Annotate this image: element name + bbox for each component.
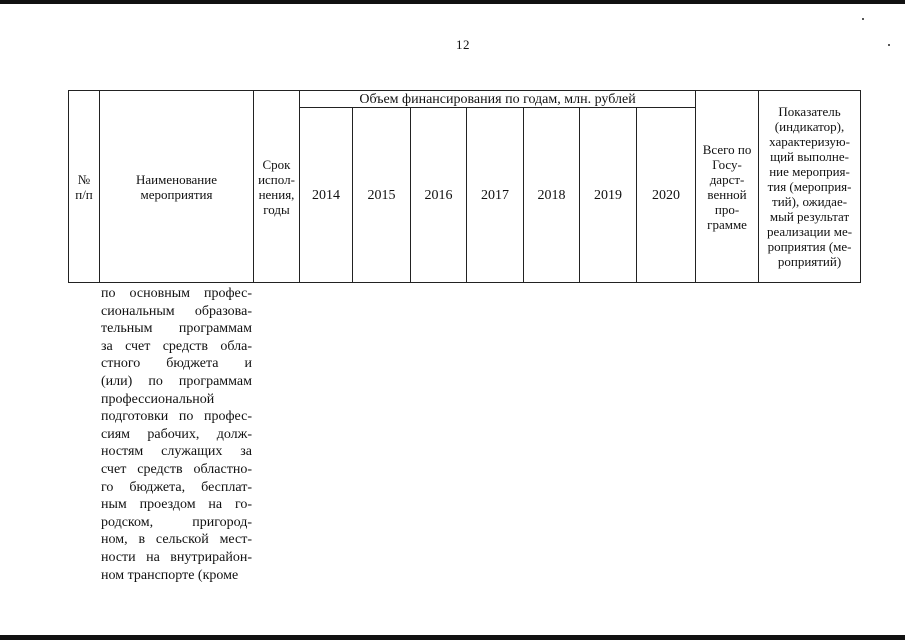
description-line: ном, в сельской мест- bbox=[101, 532, 252, 548]
description-line: сиям рабочих, долж- bbox=[101, 426, 252, 442]
col-header-name: Наименование мероприятия bbox=[100, 91, 254, 283]
col-header-year: 2015 bbox=[353, 108, 411, 283]
page-number: 12 bbox=[456, 37, 470, 52]
description-line: ностям служащих за bbox=[101, 444, 252, 460]
col-header-funding: Объем финансирования по годам, млн. рублей bbox=[300, 91, 696, 108]
description-line: за счет средств обла- bbox=[101, 338, 252, 354]
description-line: тельным программам bbox=[101, 321, 252, 337]
description-line: профессиональной bbox=[101, 391, 215, 407]
col-header-term: Срок испол-нения, годы bbox=[254, 91, 300, 283]
description-line: (или) по программам bbox=[101, 373, 252, 389]
description-line: стного бюджета и bbox=[101, 356, 252, 372]
description-line: счет средств областно- bbox=[101, 461, 252, 477]
scan-top-edge bbox=[0, 0, 905, 4]
col-header-total: Всего по Госу-дарст-венной про-грамме bbox=[696, 91, 759, 283]
description-line: ным проездом на го- bbox=[101, 497, 252, 513]
description-line: го бюджета, бесплат- bbox=[101, 479, 252, 495]
scan-speck bbox=[862, 18, 864, 20]
description-line: по основным профес- bbox=[101, 286, 252, 301]
scan-bottom-edge bbox=[0, 635, 905, 640]
col-header-year: 2020 bbox=[637, 108, 696, 283]
col-header-year: 2019 bbox=[580, 108, 637, 283]
col-header-year: 2014 bbox=[300, 108, 353, 283]
col-header-year: 2018 bbox=[524, 108, 580, 283]
col-header-year: 2017 bbox=[467, 108, 524, 283]
scan-speck bbox=[888, 44, 890, 46]
funding-table-header bbox=[68, 90, 861, 283]
col-header-year: 2016 bbox=[411, 108, 467, 283]
description-line: подготовки по профес- bbox=[101, 409, 252, 425]
col-header-indicator: Показатель (индикатор), характеризую-щий выполне-ние мероприя-тия (мероприя-тий), ожидае-мый результат реализации ме-роприятия (ме-роприятий) bbox=[759, 91, 861, 283]
measure-description bbox=[101, 285, 252, 584]
description-line: сиональным образова- bbox=[101, 303, 252, 319]
description-line: ном транспорте (кроме bbox=[101, 567, 239, 583]
col-header-number: № п/п bbox=[69, 91, 100, 283]
description-line: родском, пригород- bbox=[101, 514, 252, 530]
description-line: ности на внутрирайон- bbox=[101, 549, 252, 565]
